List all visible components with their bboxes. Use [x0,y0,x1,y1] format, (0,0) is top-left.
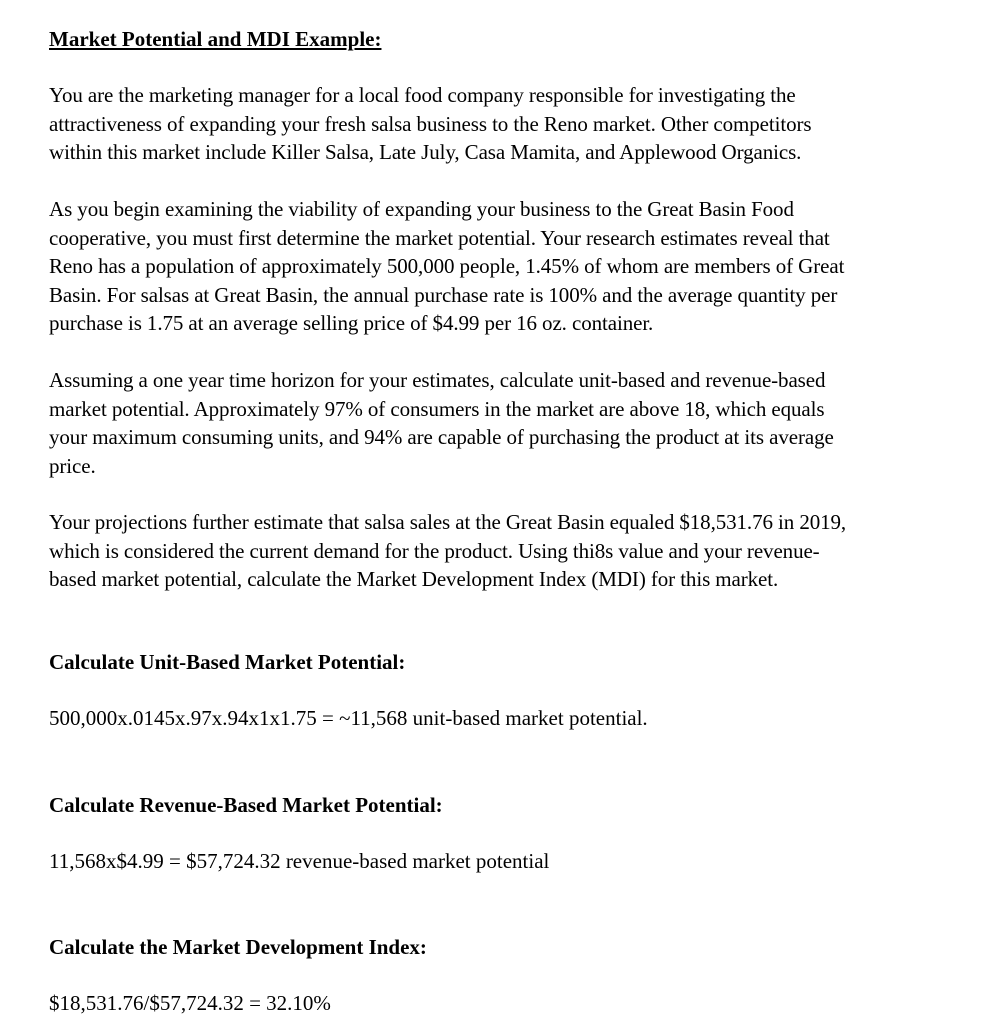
calculation-unit-based: 500,000x.0145x.97x.94x1x1.75 = ~11,568 unit-based market potential. [49,706,648,730]
paragraph-line: Reno has a population of approximately 500,000 people, 1.45% of whom are members of Great [49,254,845,278]
paragraph-line: purchase is 1.75 at an average selling price of $4.99 per 16 oz. container. [49,311,654,335]
paragraph-line: You are the marketing manager for a local food company responsible for investigating the [49,83,796,107]
section-heading-revenue-based: Calculate Revenue-Based Market Potential: [49,793,443,817]
paragraph-market-research [49,195,961,338]
calculation-mdi: $18,531.76/$57,724.32 = 32.10% [49,991,331,1015]
calculation-revenue-based: 11,568x$4.99 = $57,724.32 revenue-based market potential [49,849,550,873]
paragraph-line: attractiveness of expanding your fresh salsa business to the Reno market. Other competitors [49,111,812,136]
paragraph-line: market potential. Approximately 97% of consumers in the market are above 18, which equals [49,396,825,421]
paragraph-line: Basin. For salsas at Great Basin, the annual purchase rate is 100% and the average quantity per [49,282,838,307]
section-heading-mdi: Calculate the Market Development Index: [49,935,427,959]
section-heading-unit-based: Calculate Unit-Based Market Potential: [49,650,406,674]
paragraph-line: based market potential, calculate the Market Development Index (MDI) for this market. [49,567,779,591]
paragraph-line: Your projections further estimate that salsa sales at the Great Basin equaled $18,531.76 in 2019, [49,510,847,534]
paragraph-line: As you begin examining the viability of expanding your business to the Great Basin Food [49,197,794,221]
paragraph-line: within this market include Killer Salsa, Late July, Casa Mamita, and Applewood Organics. [49,140,802,164]
paragraph-line: cooperative, you must first determine the market potential. Your research estimates reveal that [49,225,830,250]
document-title: Market Potential and MDI Example: [49,27,382,51]
paragraph-projections [49,508,961,594]
paragraph-line: which is considered the current demand for the product. Using thi8s value and your revenue- [49,538,820,563]
paragraph-intro [49,81,961,167]
paragraph-line: your maximum consuming units, and 94% are capable of purchasing the product at its average [49,425,834,449]
paragraph-line: Assuming a one year time horizon for your estimates, calculate unit-based and revenue-based [49,368,826,392]
paragraph-line: price. [49,453,96,478]
paragraph-assumptions [49,366,961,480]
